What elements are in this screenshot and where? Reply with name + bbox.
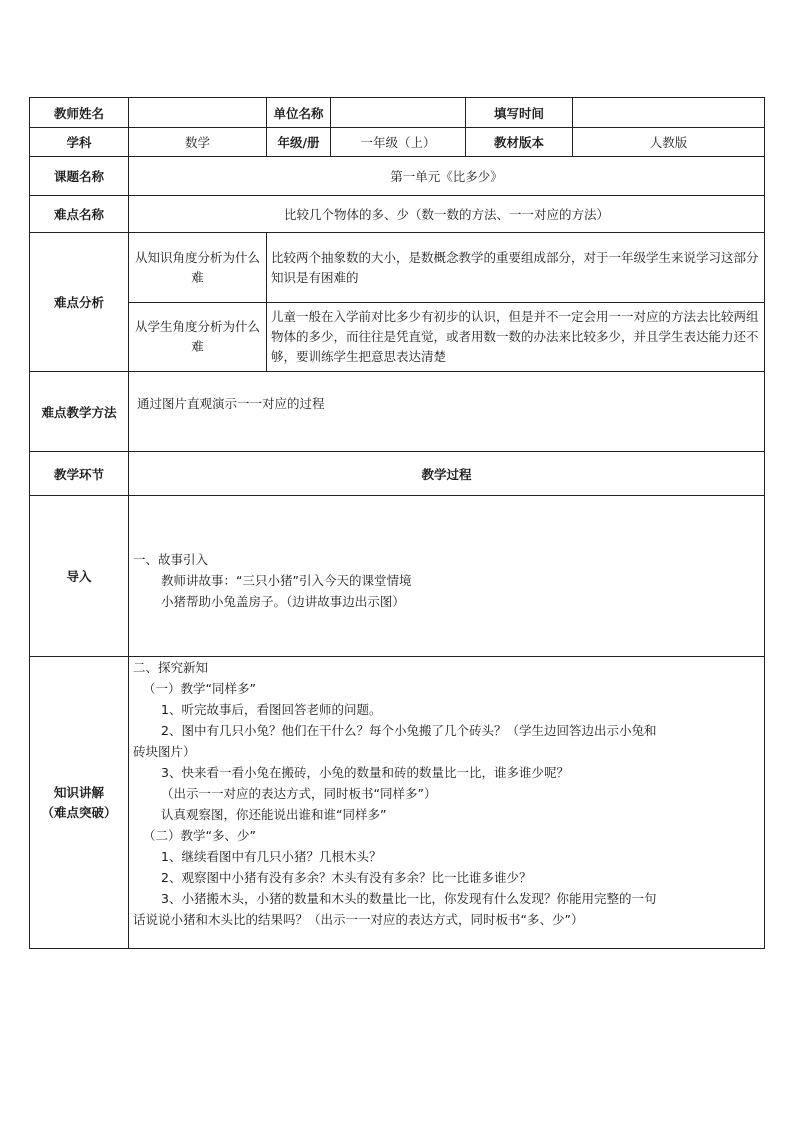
topic-value: 第一单元《比多少》 [129,157,765,196]
teacher-name-value[interactable] [129,98,267,128]
knowledge-line: （出示一一对应的表达方式，同时板书“同样多”） [161,786,437,801]
knowledge-line: 3、小猪搬木头，小猪的数量和木头的数量比一比，你发现有什么发现？你能用完整的一句 [161,891,657,906]
fill-date-label: 填写时间 [466,98,573,128]
knowledge-angle-text: 比较两个抽象数的大小，是数概念教学的重要组成部分，对于一年级学生来说学习这部分知识是有困难的 [267,233,765,303]
knowledge-line: 2、观察图中小猪有没有多余？木头有没有多余？比一比谁多谁少？ [161,870,532,885]
edition-value: 人教版 [573,128,765,157]
knowledge-angle-label: 从知识角度分析为什么难 [129,233,267,303]
intro-line: 一、故事引入 [133,551,209,567]
intro-row [30,496,765,657]
header-row-1 [30,98,765,128]
knowledge-label-sub: （难点突破） [41,804,117,820]
edition-label: 教材版本 [466,128,573,157]
analysis-student-row [30,303,765,372]
analysis-label: 难点分析 [30,233,129,372]
method-label: 难点教学方法 [30,372,129,452]
knowledge-row [30,657,765,949]
difficulty-value: 比较几个物体的多、少（数一数的方法、一一对应的方法） [129,196,765,233]
intro-label: 导入 [30,496,129,657]
intro-line: 小猪帮助小兔盖房子。（边讲故事边出示图） [161,593,405,609]
topic-label: 课题名称 [30,157,129,196]
student-angle-text: 儿童一般在入学前对比多少有初步的认识，但是并不一定会用一一对应的方法去比较两组物体的多少，而往往是凭直觉，或者用数一数的办法来比较多少，并且学生表达能力还不够，要训练学生把意思表达清楚 [267,303,765,372]
method-row [30,372,765,452]
grade-label: 年级/册 [267,128,331,157]
analysis-knowledge-row [30,233,765,303]
intro-content [129,496,765,657]
subject-label: 学科 [30,128,129,157]
knowledge-line: 砖块图片） [133,744,196,759]
difficulty-row [30,196,765,233]
lesson-plan-table [29,97,765,949]
knowledge-line: （二）教学“多、少” [143,828,256,843]
subject-value: 数学 [129,128,267,157]
student-angle-label: 从学生角度分析为什么难 [129,303,267,372]
knowledge-label [30,657,129,949]
knowledge-line: 二、探究新知 [133,660,209,675]
unit-name-label: 单位名称 [267,98,331,128]
topic-row [30,157,765,196]
knowledge-line: 1、继续看图中有几只小猪？几根木头？ [161,849,382,864]
header-row-2 [30,128,765,157]
grade-value: 一年级（上） [331,128,466,157]
process-header-row [30,452,765,496]
knowledge-line: （一）教学“同样多” [143,681,256,696]
difficulty-label: 难点名称 [30,196,129,233]
knowledge-line: 1、听完故事后，看图回答老师的问题。 [161,702,382,717]
stage-label: 教学环节 [30,452,129,496]
process-label: 教学过程 [129,452,765,496]
fill-date-value[interactable] [573,98,765,128]
unit-name-value[interactable] [331,98,466,128]
knowledge-line: 认真观察图，你还能说出谁和谁“同样多” [161,807,387,822]
knowledge-line: 3、快来看一看小兔在搬砖，小兔的数量和砖的数量比一比，谁多谁少呢？ [161,765,569,780]
knowledge-label-main: 知识讲解 [53,784,104,800]
method-value: 通过图片直观演示一一对应的过程 [129,372,765,452]
teacher-name-label: 教师姓名 [30,98,129,128]
knowledge-line: 2、图中有几只小兔？他们在干什么？每个小兔搬了几个砖头？（学生边回答边出示小兔和 [161,723,657,738]
knowledge-content [129,657,765,949]
knowledge-line: 话说说小猪和木头比的结果吗？（出示一一对应的表达方式，同时板书“多、少”） [133,912,584,927]
intro-line: 教师讲故事：“三只小猪”引入今天的课堂情境 [161,572,412,588]
